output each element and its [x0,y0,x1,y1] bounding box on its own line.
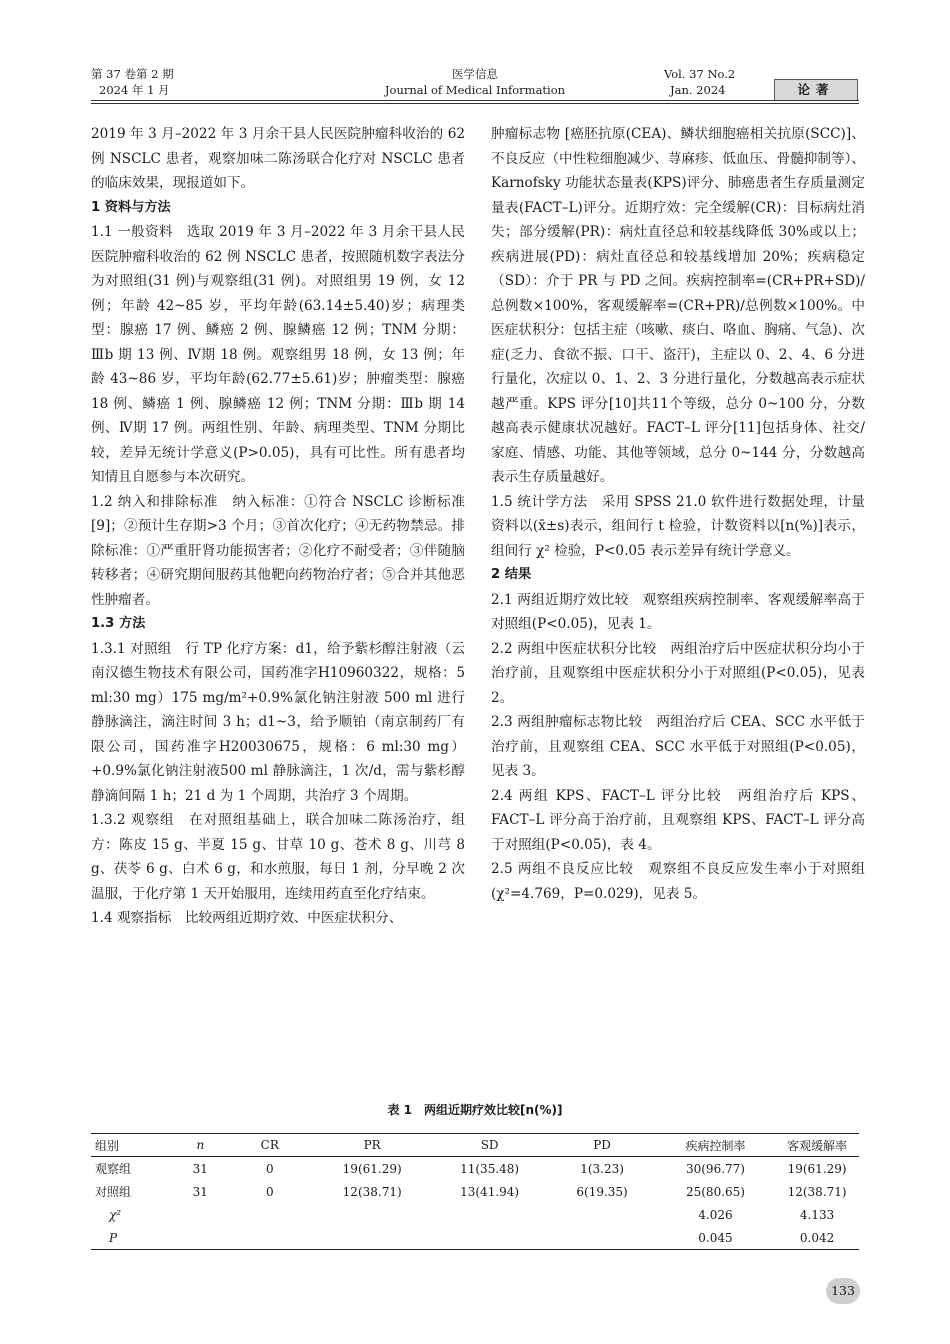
table1-cell [548,1203,655,1226]
table1-header-cell: 客观缓解率 [775,1134,859,1157]
table1-cell: 31 [192,1161,208,1176]
table1-cell: χ² [109,1207,122,1222]
section-heading: 2 结果 [491,567,532,582]
body-paragraph: 2.1 两组近期疗效比较 观察组疾病控制率、客观缓解率高于对照组(P<0.05)，见表 1。 [491,591,865,632]
table1-cell: 12(38.71) [787,1184,847,1199]
table1-cell: 25(80.65) [685,1184,745,1199]
table1-header-cell: n [174,1134,226,1157]
table1-cell: 6(19.35) [576,1184,628,1199]
section-heading: 1 资料与方法 [91,199,171,215]
table1-cell [226,1203,313,1226]
body-paragraph: 1.3.1 对照组 行 TP 化疗方案：d1，给予紫杉醇注射液（云南汉德生物技术有限公司，国药准字H10960322，规格：5 ml:30 mg）175 mg/m²+0.9%氯化钠注射液 500 ml 进行静脉滴注，滴注时间 3 h；d1~3，给予顺铂（南京制药厂有限公司，国药准字H20030675，规格：6 ml:30 mg）+0.9%氯化钠注射液500 ml 静脉滴注，1 次/d，需与紫杉醇静滴间隔 1 h；21 d 为 1 个周期，共治疗 3 个周期。 [91,640,465,804]
section-heading: 1.3 方法 [91,616,146,631]
table1-cell: 11(35.48) [460,1161,520,1176]
table1-cell [431,1226,548,1250]
header-center [91,66,859,98]
table1-cell [313,1226,430,1250]
table1-cell: 12(38.71) [342,1184,402,1199]
table1-cell: 19(61.29) [342,1161,402,1176]
body-paragraph: 2.3 两组肿瘤标志物比较 两组治疗后 CEA、SCC 水平低于治疗前，且观察组 CEA、SCC 水平低于对照组(P<0.05)，见表 3。 [491,714,865,779]
journal-title-cn: 医学信息 [452,67,498,81]
table1-cell: 19(61.29) [787,1161,847,1176]
table1-cell: 1(3.23) [580,1161,624,1176]
table1-cell: 30(96.77) [685,1161,745,1176]
body-paragraph: 肿瘤标志物 [癌胚抗原(CEA)、鳞状细胞癌相关抗原(SCC)]、不良反应（中性粒细胞减少、荨麻疹、低血压、骨髓抑制等）、Karnofsky 功能状态量表(KPS)评分、肺癌患者生存质量测定量表(FACT–L)评分。近期疗效：完全缓解(CR)：目标病灶消失；部分缓解(PR)：病灶直径总和较基线降低 30%或以上；疾病进展(PD)：病灶直径总和较基线增加 20%；疾病稳定（SD）：介于 PR 与 PD 之间。疾病控制率=(CR+PR+SD)/总例数×100%，客观缓解率=(CR+PR)/总例数×100%。中医症状积分：包括主症（咳嗽、痰白、咯血、胸痛、气急)、次症(乏力、食欲不振、口干、盗汗)，主症以 0、2、4、6 分进行量化，次症以 0、1、2、3 分进行量化，分数越高表示症状越严重。KPS 评分[10]共11个等级，总分 0~100 分，分数越高表示健康状况越好。FACT–L 评分[11]包括身体、社交/家庭、情感、功能、其他等领域，总分 0~144 分，分数越高表示生存质量越好。 [491,126,865,485]
table1 [91,1133,859,1250]
body-paragraph: 2.5 两组不良反应比较 观察组不良反应发生率小于对照组(χ²=4.769，P=0.029)，见表 5。 [491,861,865,902]
body-paragraph: 1.5 统计学方法 采用 SPSS 21.0 软件进行数据处理，计量资料以(x̄±s)表示，组间行 t 检验，计数资料以[n(%)]表示，组间行 χ² 检验，P<0.05 表示差异有统计学意义。 [491,493,865,559]
body-paragraph: 1.4 观察指标 比较两组近期疗效、中医症状积分、 [91,910,403,926]
right-column [491,122,865,906]
body-paragraph: 1.2 纳入和排除标准 纳入标准：①符合 NSCLC 诊断标准[9]；②预计生存期>3 个月；③首次化疗；④无药物禁忌。排除标准：①严重肝肾功能损害者；②化疗不耐受者；③伴随脑转移者；④研究期间服药其他靶向药物治疗者；⑤合并其他恶性肿瘤者。 [91,493,465,608]
section-tag: 论著 [774,79,858,101]
table1-header-cell: PR [313,1134,430,1157]
table1-header-cell: 疾病控制率 [656,1134,775,1157]
table1-cell: 0 [265,1184,274,1199]
table1-cell [431,1203,548,1226]
page-number: 133 [826,1278,860,1304]
body-paragraph: 2.4 两组 KPS、FACT–L 评分比较 两组治疗后 KPS、FACT–L 评分高于治疗前，且观察组 KPS、FACT–L 评分高于对照组(P<0.05)，表 4。 [491,787,865,853]
table1-row [91,1203,859,1226]
table1-cell: P [91,1226,174,1250]
body-paragraph: 2.2 两组中医症状积分比较 两组治疗后中医症状积分均小于治疗前，且观察组中医症状积分小于对照组(P<0.05)，见表 2。 [491,640,865,706]
volume-en: Vol. 37 No.2 [664,67,736,81]
table1-cell: 对照组 [95,1185,132,1199]
table1-cell: 0.042 [775,1226,859,1250]
table1-header-row [91,1134,859,1157]
table1-cell [174,1226,226,1250]
table1-cell: 0 [265,1161,274,1176]
date-cn: 2024 年 1 月 [99,83,170,97]
table1-cell [226,1226,313,1250]
table1-header-cell: 组别 [91,1134,174,1157]
date-en: Jan. 2024 [670,83,726,97]
table1-cell: 31 [192,1184,208,1199]
table1-row [91,1180,859,1203]
body-paragraph: 1.3.2 观察组 在对照组基础上，联合加味二陈汤治疗，组方：陈皮 15 g、半夏 15 g、甘草 10 g、苍术 8 g、川芎 8 g、茯苓 6 g、白术 6 g，和水煎服，每日 1 剂，分早晚 2 次温服，于化疗第 1 天开始服用，连续用药直至化疗结束。 [91,812,465,902]
table1-row [91,1226,859,1250]
table1-header-cell: PD [548,1134,655,1157]
table1-cell: 13(41.94) [460,1184,520,1199]
table1-caption: 表 1 两组近期疗效比较[n(%)] [387,1103,563,1117]
body-paragraph: 1.1 一般资料 选取 2019 年 3 月–2022 年 3 月余干县人民医院肿瘤科收治的 62 例 NSCLC 患者，按照随机数字表法分为对照组(31 例)与观察组(31 例)。对照组男 19 例，女 12 例；年龄 42~85 岁，平均年龄(63.14±5.40)岁；病理类型：腺癌 17 例、鳞癌 2 例、腺鳞癌 12 例；TNM 分期：Ⅲb 期 13 例、Ⅳ期 18 例。观察组男 18 例，女 13 例；年龄 43~86 岁，平均年龄(62.77±5.61)岁；肿瘤类型：腺癌 18 例、鳞癌 1 例、腺鳞癌 12 例；TNM 分期：Ⅲb 期 14 例、Ⅳ期 17 例。两组性别、年龄、病理类型、TNM 分期比较，差异无统计学意义(P>0.05)，具有可比性。所有患者均知情且自愿参与本次研究。 [91,224,465,485]
table1-row [91,1157,859,1181]
table1-cell: 0.045 [656,1226,775,1250]
table1-header-cell: SD [431,1134,548,1157]
table1-header-cell: CR [226,1134,313,1157]
table1-cell: 4.133 [799,1207,835,1222]
journal-title-en: Journal of Medical Information [384,83,566,97]
table1-cell [174,1203,226,1226]
header-rule [91,100,859,101]
table1-cell: 观察组 [95,1162,132,1176]
header-right [664,66,735,98]
volume-cn: 第 37 卷第 2 期 [91,67,174,81]
left-column [91,122,465,931]
header-rule-2 [91,103,859,104]
table1-cell: 4.026 [698,1207,733,1222]
body-paragraph: 2019 年 3 月–2022 年 3 月余干县人民医院肿瘤科收治的 62 例 NSCLC 患者，观察加味二陈汤联合化疗对 NSCLC 患者的临床效果，现报道如下。 [91,126,465,191]
table1-cell [548,1226,655,1250]
table1-cell [313,1203,430,1226]
